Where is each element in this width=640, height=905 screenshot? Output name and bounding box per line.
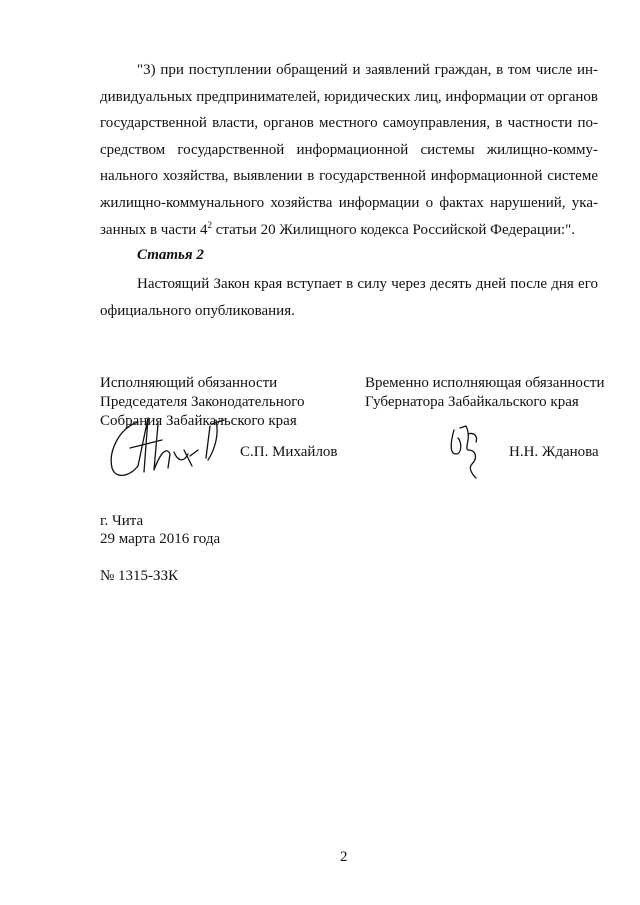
text-line-last	[100, 217, 598, 244]
title-line: Исполняющий обязанности	[100, 375, 278, 391]
signatory-right-title	[365, 374, 605, 412]
text-line: жилищно-коммунального хозяйства информации о фактах нарушений, ука-	[100, 194, 598, 211]
text-line: нального хозяйства, выявлении в государственной информационной системе	[100, 168, 598, 185]
handwritten-signature-left	[100, 410, 230, 485]
text-line: "3) при поступлении обращений и заявлений граждан, в том числе ин-	[137, 62, 598, 78]
title-line: Собрания Забайкальского края	[100, 413, 297, 429]
text-line: дивидуальных предпринимателей, юридических лиц, информации от органов	[100, 88, 598, 105]
paragraph-article-2	[100, 271, 598, 324]
text-line: официального опубликования.	[100, 302, 295, 319]
title-line: Временно исполняющая обязанности	[365, 375, 605, 391]
signatory-right-name: Н.Н. Жданова	[509, 444, 599, 460]
paragraph-amendment	[100, 57, 598, 243]
article-heading: Статья 2	[137, 247, 204, 263]
law-number: № 1315-ЗЗК	[100, 568, 179, 584]
title-line: Председателя Законодательного	[100, 394, 305, 410]
title-line: Губернатора Забайкальского края	[365, 394, 579, 410]
text-fragment: статьи 20 Жилищного кодекса Российской Федерации:".	[212, 221, 576, 238]
text-fragment: занных в части 4	[100, 221, 208, 238]
text-line: государственной власти, органов местного самоуправления, в частности по-	[100, 115, 598, 132]
handwritten-signature-right	[440, 420, 495, 480]
page-number: 2	[340, 849, 348, 865]
place-of-signing: г. Чита	[100, 513, 144, 529]
signing-date: 29 марта 2016 года	[100, 531, 221, 547]
signatory-left-name: С.П. Михайлов	[240, 444, 338, 460]
superscript: 2	[207, 219, 212, 230]
text-line: средством государственной информационной системы жилищно-комму-	[100, 141, 598, 158]
text-line: Настоящий Закон края вступает в силу через десять дней после дня его	[137, 276, 598, 292]
